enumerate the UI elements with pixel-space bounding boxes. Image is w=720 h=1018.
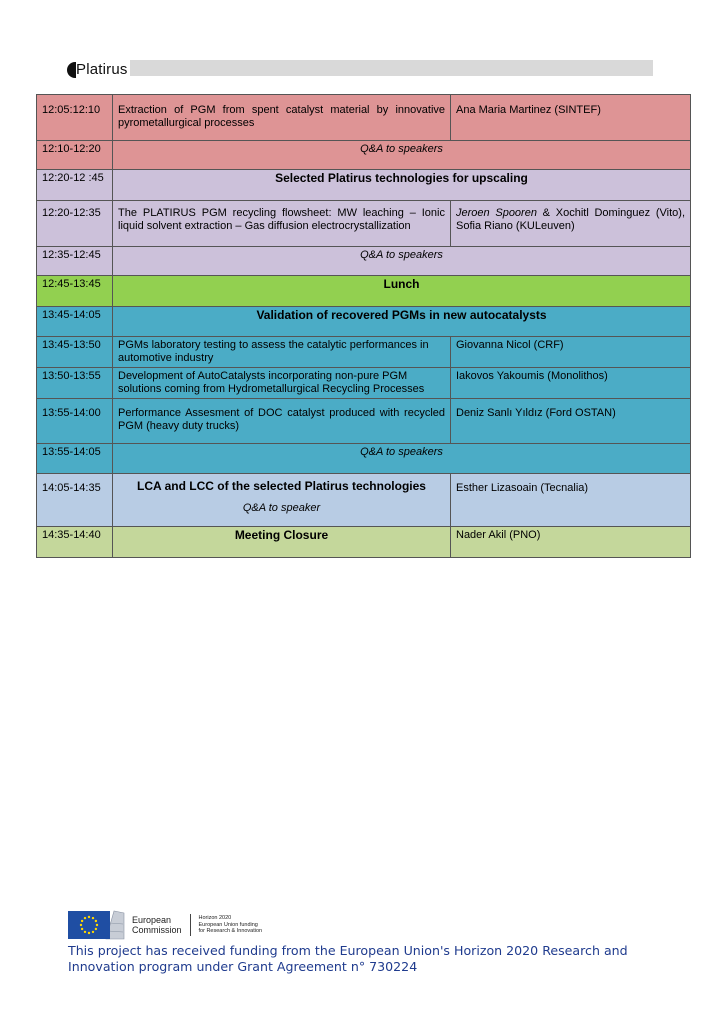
speaker-cell: Giovanna Nicol (CRF) <box>451 337 691 368</box>
speaker-cell: Nader Akil (PNO) <box>451 527 691 558</box>
platirus-logo <box>67 60 128 80</box>
eu-flag-icon <box>68 911 110 939</box>
time-cell: 12:45-13:45 <box>37 276 113 307</box>
platirus-logo-mark-icon <box>67 62 76 78</box>
time-cell: 13:50-13:55 <box>37 368 113 399</box>
ec-line-1: European <box>132 915 172 925</box>
horizon-2020-label <box>199 915 263 935</box>
h2020-line-1: Horizon 2020 <box>198 915 232 922</box>
time-cell: 13:45-14:05 <box>37 307 113 337</box>
agenda-row <box>37 444 691 474</box>
agenda-row <box>37 399 691 444</box>
qa-label: Q&A to speakers <box>113 444 691 474</box>
qa-label: Q&A to speakers <box>113 141 691 170</box>
time-cell: 12:20-12 :45 <box>37 170 113 201</box>
speaker-cell <box>451 201 691 247</box>
agenda-row <box>37 368 691 399</box>
h2020-line-2: European Union funding <box>198 921 258 928</box>
european-commission-label <box>132 915 182 935</box>
funding-statement: This project has received funding from the European Union's Horizon 2020 Research and Innovation program under Grant Agreement n° 730224 <box>68 943 628 974</box>
time-cell: 13:45-13:50 <box>37 337 113 368</box>
time-cell: 12:05:12:10 <box>37 95 113 141</box>
time-cell: 14:35-14:40 <box>37 527 113 558</box>
speaker-cell: Iakovos Yakoumis (Monolithos) <box>451 368 691 399</box>
logo-divider <box>190 914 191 936</box>
footer-logos <box>68 909 262 941</box>
session-heading: LCA and LCC of the selected Platirus technologies <box>137 479 426 493</box>
time-cell: 12:35-12:45 <box>37 247 113 276</box>
speaker-name-italic: Jeroen Spooren <box>456 207 537 219</box>
session-title: Performance Assesment of DOC catalyst produced with recycled PGM (heavy duty trucks) <box>113 399 451 444</box>
h2020-line-3: for Research & Innovation <box>198 928 263 935</box>
agenda-row <box>37 307 691 337</box>
session-heading: Selected Platirus technologies for upscaling <box>113 170 691 201</box>
ec-line-2: Commission <box>132 925 182 935</box>
session-title: Development of AutoCatalysts incorporating non-pure PGM solutions coming from Hydrometallurgical Recycling Processes <box>113 368 451 399</box>
speaker-cell: Ana Maria Martinez (SINTEF) <box>451 95 691 141</box>
speaker-names: & Xochitl Dominguez (Vito), Sofia Riano (KULeuven) <box>456 207 685 232</box>
agenda-row <box>37 474 691 527</box>
qa-label: Q&A to speakers <box>113 247 691 276</box>
agenda-row <box>37 95 691 141</box>
agenda-row <box>37 527 691 558</box>
agenda-row <box>37 170 691 201</box>
time-cell: 12:20-12:35 <box>37 201 113 247</box>
session-title: The PLATIRUS PGM recycling flowsheet: MW leaching – Ionic liquid solvent extraction – Gas diffusion electrocrystallization <box>113 201 451 247</box>
time-cell: 12:10-12:20 <box>37 141 113 170</box>
time-cell: 13:55-14:00 <box>37 399 113 444</box>
speaker-cell: Deniz Sanlı Yıldız (Ford OSTAN) <box>451 399 691 444</box>
session-cell <box>113 474 451 527</box>
session-heading: Validation of recovered PGMs in new autocatalysts <box>113 307 691 337</box>
qa-label: Q&A to speaker <box>242 502 321 514</box>
agenda-row <box>37 337 691 368</box>
agenda-table <box>36 94 691 558</box>
time-cell: 13:55-14:05 <box>37 444 113 474</box>
session-title: Extraction of PGM from spent catalyst material by innovative pyrometallurgical processes <box>113 95 451 141</box>
time-cell: 14:05-14:35 <box>37 474 113 527</box>
agenda-row <box>37 141 691 170</box>
header-bar <box>130 60 653 76</box>
agenda-row <box>37 276 691 307</box>
session-heading: Meeting Closure <box>113 527 451 558</box>
agenda-row <box>37 247 691 276</box>
speaker-cell: Esther Lizasoain (Tecnalia) <box>451 474 691 527</box>
platirus-logo-text: Platirus <box>76 61 128 78</box>
session-title: PGMs laboratory testing to assess the catalytic performances in automotive industry <box>113 337 451 368</box>
lunch-label: Lunch <box>113 276 691 307</box>
agenda-row <box>37 201 691 247</box>
